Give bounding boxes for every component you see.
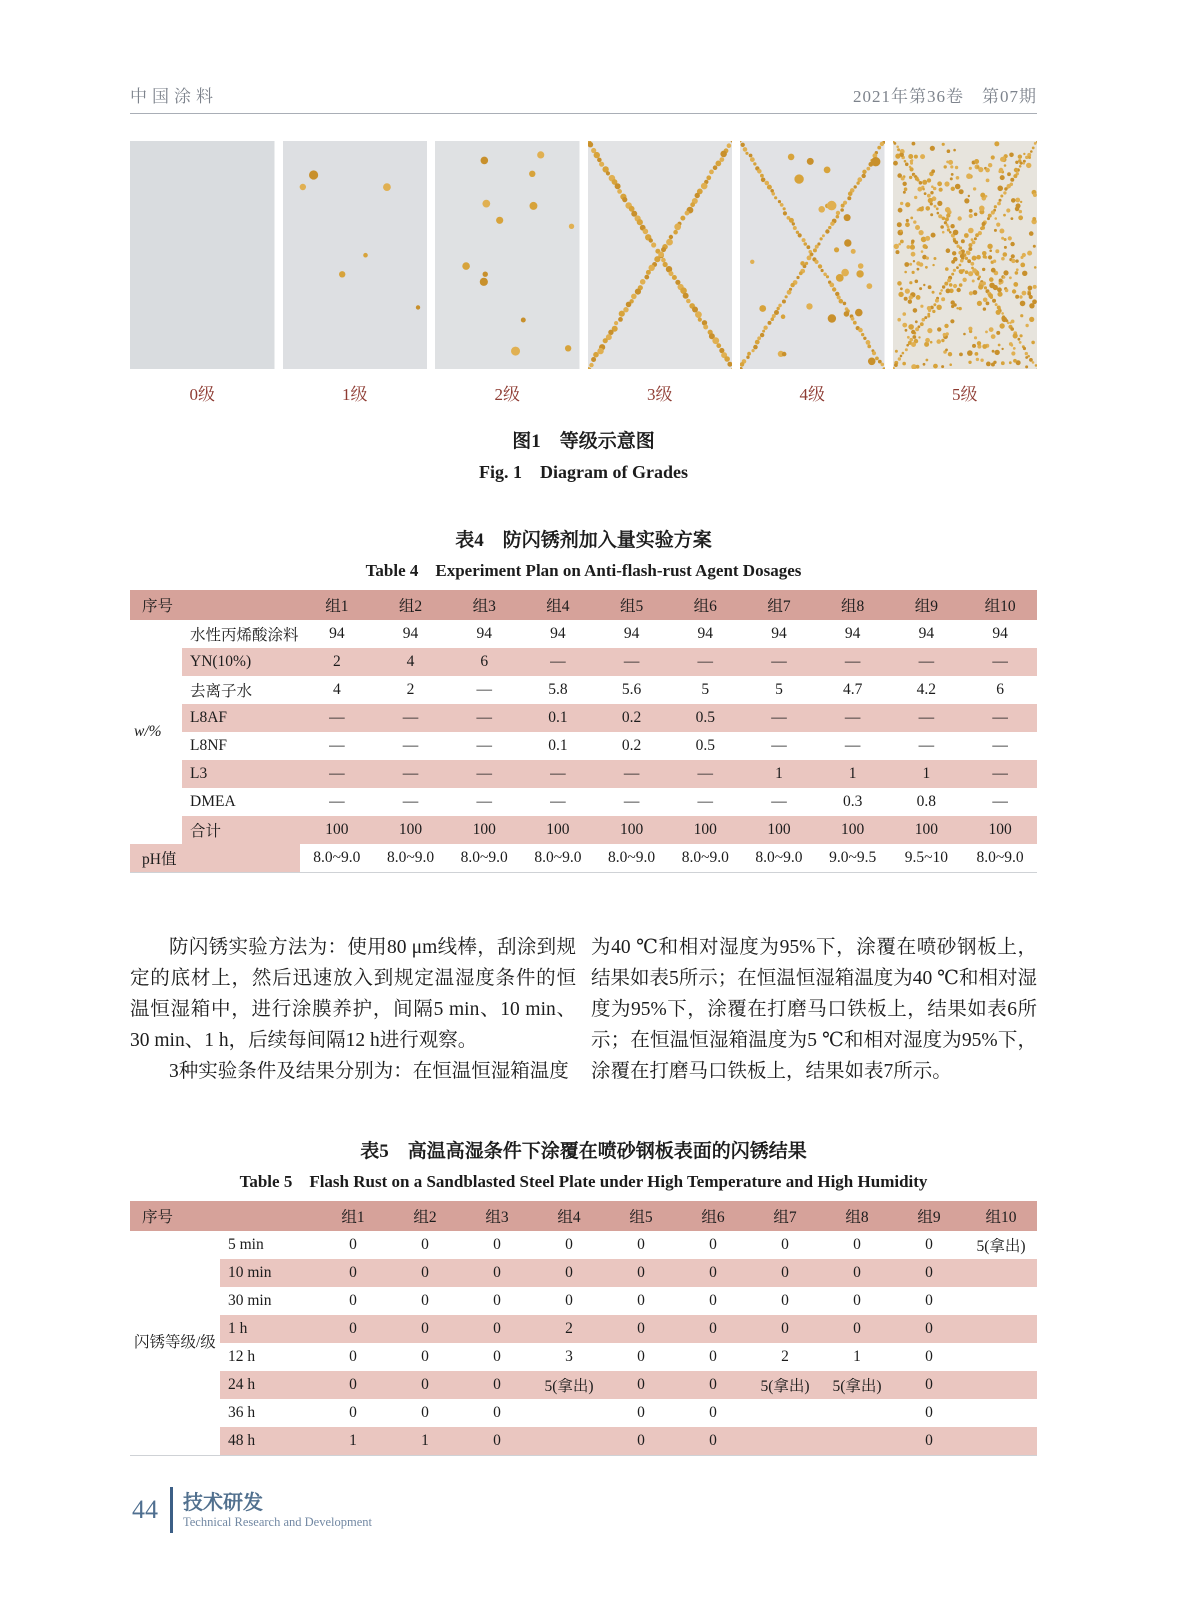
- table-cell: 0: [709, 1236, 717, 1253]
- table-cell: 8.0~9.0: [534, 849, 582, 866]
- table-cell: 0: [853, 1292, 861, 1309]
- table-cell: 8.0~9.0: [681, 849, 729, 866]
- table-cell: 0: [349, 1236, 357, 1253]
- table-cell: 0: [493, 1348, 501, 1365]
- column-header: 组3: [447, 590, 521, 620]
- column-header: 组10: [963, 590, 1037, 620]
- table-row: [130, 648, 1037, 676]
- table-cell: 94: [329, 625, 345, 642]
- table-cell: —: [742, 704, 816, 732]
- table-cell: 2: [406, 681, 415, 698]
- table-cell: —: [890, 648, 964, 676]
- paragraph: 为40 ℃和相对湿度为95%下，涂覆在喷砂钢板上，结果如表5所示；在恒温恒湿箱温度为40 ℃和相对湿度为95%下，涂覆在打磨马口铁板上，结果如表6所示；在恒温恒湿箱温度为5 ℃和相对湿度为95%下，涂覆在打磨马口铁板上，结果如表7所示。: [591, 937, 1037, 1082]
- column-header: 组6: [668, 590, 742, 620]
- table-cell: 1: [317, 1427, 389, 1456]
- table-cell: —: [890, 704, 964, 732]
- page-footer: [132, 1487, 372, 1533]
- body-column-left: [130, 932, 576, 1087]
- column-header: 组5: [595, 590, 669, 620]
- table-cell: —: [742, 648, 816, 676]
- table-cell: [749, 1399, 821, 1427]
- table-row: [130, 1427, 1037, 1456]
- table-cell: 0: [389, 1315, 461, 1343]
- body-column-right: [591, 932, 1037, 1087]
- column-header: 组7: [742, 590, 816, 620]
- table-cell: 0: [605, 1259, 677, 1287]
- grade-panel-image: [893, 141, 1038, 369]
- table-cell: 5.8: [548, 681, 568, 698]
- table-header-row: [130, 1201, 1037, 1231]
- table-cell: [749, 1427, 821, 1456]
- table-cell: 100: [668, 816, 742, 844]
- column-header: 组4: [521, 590, 595, 620]
- table-cell: 0.2: [621, 737, 642, 754]
- table-row: [130, 1315, 1037, 1343]
- issue-info: 2021年第36卷 第07期: [853, 87, 1037, 106]
- table-cell: —: [476, 681, 492, 698]
- table-cell: 100: [742, 816, 816, 844]
- table-cell: 1: [890, 760, 964, 788]
- table-cell: 0: [677, 1371, 749, 1399]
- table4: [130, 590, 1037, 873]
- table-cell: 5(拿出): [821, 1371, 893, 1399]
- table-cell: [965, 1343, 1037, 1371]
- footer-section-en: Technical Research and Development: [183, 1514, 372, 1529]
- table-cell: [965, 1287, 1037, 1315]
- header-rule: [130, 113, 1037, 114]
- table-row: [130, 1399, 1037, 1427]
- column-header: 组4: [533, 1201, 605, 1231]
- table-row: [130, 704, 1037, 732]
- table-cell: 1: [389, 1427, 461, 1456]
- table-cell: —: [697, 793, 714, 810]
- table-cell: 0: [893, 1315, 965, 1343]
- table-cell: 5(拿出): [749, 1371, 821, 1399]
- column-header: 组1: [317, 1201, 389, 1231]
- table-row: [130, 760, 1037, 788]
- table-cell: 0: [749, 1315, 821, 1343]
- table-cell: 94: [402, 625, 419, 642]
- row-label: 24 h: [220, 1371, 317, 1399]
- table-cell: 0: [533, 1259, 605, 1287]
- column-header: 组2: [389, 1201, 461, 1231]
- table-cell: —: [595, 648, 669, 676]
- table-cell: 0: [493, 1236, 501, 1253]
- table-cell: 100: [521, 816, 595, 844]
- column-header: 组1: [300, 590, 374, 620]
- table-cell: 0.8: [916, 793, 937, 810]
- table-cell: —: [816, 648, 890, 676]
- table-cell: —: [963, 704, 1037, 732]
- table-cell: —: [447, 760, 521, 788]
- table-cell: 1: [742, 760, 816, 788]
- table-cell: 1: [853, 1348, 861, 1365]
- table-cell: 0: [781, 1236, 789, 1253]
- table-cell: 0: [709, 1292, 717, 1309]
- table-cell: [965, 1399, 1037, 1427]
- table-cell: 4.2: [916, 681, 937, 698]
- table-cell: —: [300, 704, 374, 732]
- table-cell: [533, 1399, 605, 1427]
- table-cell: 0: [421, 1236, 429, 1253]
- table-cell: —: [595, 760, 669, 788]
- table-cell: 0: [349, 1348, 357, 1365]
- table-cell: [965, 1315, 1037, 1343]
- grade-panel-image: [283, 141, 428, 369]
- table-cell: 0: [493, 1404, 501, 1421]
- table-row: [130, 732, 1037, 760]
- table-cell: —: [550, 793, 566, 810]
- table-cell: —: [623, 793, 640, 810]
- table-cell: 0: [677, 1259, 749, 1287]
- figure-caption-en: Fig. 1 Diagram of Grades: [479, 462, 688, 482]
- table-cell: [821, 1427, 893, 1456]
- grade-label: 0级: [189, 385, 215, 404]
- paragraph: 3种实验条件及结果分别为：在恒温恒湿箱温度: [169, 1061, 569, 1082]
- table-cell: 0: [389, 1371, 461, 1399]
- grade-panel: [893, 141, 1038, 405]
- table-cell: 0: [821, 1315, 893, 1343]
- grade-panel-image: [435, 141, 580, 369]
- grade-panel: [283, 141, 428, 405]
- row-label: 48 h: [220, 1427, 317, 1456]
- footer-divider: [170, 1487, 173, 1533]
- table-cell: 0.3: [842, 793, 863, 810]
- table-cell: 8.0~9.0: [976, 849, 1024, 866]
- grade-panel: [588, 141, 733, 405]
- table-cell: 9.5~10: [904, 849, 948, 866]
- table-cell: [965, 1371, 1037, 1399]
- row-label: 合计: [182, 816, 300, 844]
- table-cell: —: [447, 704, 521, 732]
- figure-caption-zh: 图1 等级示意图: [512, 431, 655, 452]
- table-cell: 0: [349, 1404, 357, 1421]
- table-cell: 6: [447, 648, 521, 676]
- table-cell: —: [918, 737, 935, 754]
- table-cell: —: [402, 793, 419, 810]
- table-cell: 0: [317, 1259, 389, 1287]
- row-label: 水性丙烯酸涂料: [190, 627, 299, 644]
- table-cell: 94: [550, 625, 566, 642]
- table-cell: —: [329, 737, 345, 754]
- body-text: [130, 932, 1037, 1087]
- column-header: 组9: [890, 590, 964, 620]
- table-cell: 0: [677, 1315, 749, 1343]
- table-cell: 0: [565, 1236, 573, 1253]
- table-cell: 0: [677, 1427, 749, 1456]
- table-cell: 100: [374, 816, 448, 844]
- table-cell: 5: [775, 681, 783, 698]
- table-cell: 8.0~9.0: [755, 849, 803, 866]
- table-cell: 100: [890, 816, 964, 844]
- table-cell: 94: [476, 625, 492, 642]
- table-cell: 6: [996, 681, 1004, 698]
- grade-panel-image: [588, 141, 733, 369]
- grade-panel-image: [740, 141, 885, 369]
- column-header: 组2: [374, 590, 448, 620]
- table-cell: 0: [493, 1292, 501, 1309]
- table-cell: 1: [816, 760, 890, 788]
- table-cell: —: [771, 793, 787, 810]
- table-cell: 0: [925, 1348, 933, 1365]
- table-cell: 100: [300, 816, 374, 844]
- corner-header: 序号: [130, 1201, 317, 1231]
- table-cell: 0: [637, 1348, 645, 1365]
- grade-panel: [130, 141, 275, 405]
- table-cell: 0: [893, 1427, 965, 1456]
- table-cell: —: [402, 737, 419, 754]
- table-cell: 94: [623, 625, 640, 642]
- table-cell: 0.2: [595, 704, 669, 732]
- table-cell: 2: [781, 1348, 789, 1365]
- table-row: [130, 844, 1037, 873]
- grade-panel: [435, 141, 580, 405]
- table-cell: 0: [749, 1259, 821, 1287]
- table-cell: 8.0~9.0: [460, 849, 508, 866]
- row-label: 去离子水: [190, 683, 253, 700]
- grade-panel-image: [130, 141, 275, 369]
- column-header: 组6: [677, 1201, 749, 1231]
- column-header: 组10: [965, 1201, 1037, 1231]
- table-cell: 0: [349, 1292, 357, 1309]
- table-cell: —: [476, 737, 492, 754]
- table-cell: 8.0~9.0: [313, 849, 361, 866]
- table-cell: 0: [605, 1427, 677, 1456]
- row-group-label: w/%: [130, 620, 182, 844]
- grade-panel: [740, 141, 885, 405]
- table-cell: —: [521, 648, 595, 676]
- table-cell: 3: [565, 1348, 573, 1365]
- row-label: 30 min: [228, 1292, 272, 1309]
- table-cell: 100: [816, 816, 890, 844]
- table-cell: 0: [853, 1236, 861, 1253]
- table-cell: 94: [844, 625, 861, 642]
- table5-title-zh: 表5 高温高湿条件下涂覆在喷砂钢板表面的闪锈结果: [360, 1141, 807, 1162]
- figure-panels: [130, 141, 1037, 405]
- table-cell: 4: [374, 648, 448, 676]
- grade-label: 2级: [494, 385, 520, 404]
- table-cell: 0: [461, 1427, 533, 1456]
- table-cell: [965, 1259, 1037, 1287]
- row-label: pH值: [130, 844, 300, 873]
- grade-label: 4级: [799, 385, 825, 404]
- table-cell: 0: [925, 1292, 933, 1309]
- grade-label: 1级: [342, 385, 368, 404]
- table-row: [130, 1259, 1037, 1287]
- table-cell: 0: [637, 1404, 645, 1421]
- table-cell: —: [963, 648, 1037, 676]
- table-cell: 0: [925, 1236, 933, 1253]
- table-cell: 0.1: [521, 704, 595, 732]
- row-label: 10 min: [220, 1259, 317, 1287]
- table-cell: —: [844, 737, 861, 754]
- table-cell: —: [476, 793, 492, 810]
- table-row: [130, 1231, 1037, 1259]
- table-cell: 0: [925, 1404, 933, 1421]
- table-cell: —: [963, 760, 1037, 788]
- table-cell: 0: [821, 1259, 893, 1287]
- table-cell: 0: [637, 1292, 645, 1309]
- table-cell: 94: [992, 625, 1008, 642]
- table5-title-en: Table 5 Flash Rust on a Sandblasted Steel Plate under High Temperature and High Humidity: [239, 1172, 928, 1191]
- table-cell: 8.0~9.0: [608, 849, 656, 866]
- table5: [130, 1201, 1037, 1456]
- table-cell: —: [300, 760, 374, 788]
- table-cell: —: [374, 760, 448, 788]
- table-row: [130, 816, 1037, 844]
- grade-label: 5级: [952, 385, 978, 404]
- table-cell: 0: [461, 1371, 533, 1399]
- journal-name: 中国涂料: [130, 87, 218, 106]
- table-cell: 0: [421, 1292, 429, 1309]
- table-cell: 9.0~9.5: [829, 849, 877, 866]
- table-cell: —: [816, 704, 890, 732]
- table-cell: 0: [317, 1315, 389, 1343]
- table-cell: [965, 1427, 1037, 1456]
- table-cell: 94: [771, 625, 787, 642]
- table-cell: 8.0~9.0: [386, 849, 435, 866]
- table-cell: 0: [893, 1371, 965, 1399]
- table-cell: 0: [781, 1292, 789, 1309]
- table-cell: 0: [421, 1348, 429, 1365]
- table-cell: 94: [918, 625, 935, 642]
- column-header: 组9: [893, 1201, 965, 1231]
- table-cell: 5(拿出): [533, 1371, 605, 1399]
- row-group-label: 闪锈等级/级: [130, 1231, 220, 1456]
- grade-label: 3级: [647, 385, 673, 404]
- row-label: L3: [182, 760, 300, 788]
- table-cell: [821, 1399, 893, 1427]
- column-header: 组8: [821, 1201, 893, 1231]
- column-header: 组8: [816, 590, 890, 620]
- table-cell: 0: [461, 1315, 533, 1343]
- table-cell: —: [992, 793, 1008, 810]
- table-cell: 0: [605, 1371, 677, 1399]
- footer-section: [183, 1491, 372, 1530]
- paragraph: 防闪锈实验方法为：使用80 μm线棒，刮涂到规定的底材上，然后迅速放入到规定温湿度条件的恒温恒湿箱中，进行涂膜养护，间隔5 min、10 min、30 min、1 h，后续每间隔12 h进行观察。: [130, 937, 576, 1051]
- table-cell: [533, 1427, 605, 1456]
- table-cell: 100: [447, 816, 521, 844]
- table-cell: 0.5: [695, 737, 715, 754]
- column-header: 组7: [749, 1201, 821, 1231]
- row-label: 5 min: [228, 1236, 264, 1253]
- row-label: DMEA: [190, 793, 236, 810]
- table-row: [130, 1343, 1037, 1371]
- row-label: L8AF: [182, 704, 300, 732]
- row-label: 36 h: [228, 1404, 256, 1421]
- column-header: 组5: [605, 1201, 677, 1231]
- column-header: 组3: [461, 1201, 533, 1231]
- table-cell: 5.6: [621, 681, 642, 698]
- table-cell: 0: [421, 1404, 429, 1421]
- footer-section-zh: 技术研发: [183, 1491, 263, 1514]
- table-cell: 0.1: [548, 737, 568, 754]
- table-cell: 4: [332, 681, 341, 698]
- table-cell: 0: [389, 1259, 461, 1287]
- table-row: [130, 676, 1037, 704]
- table-cell: 5: [701, 681, 710, 698]
- table-cell: 0: [637, 1236, 645, 1253]
- table-cell: 0: [709, 1404, 717, 1421]
- table-cell: —: [771, 737, 787, 754]
- table-cell: 5(拿出): [976, 1238, 1026, 1255]
- table-cell: 0.5: [668, 704, 742, 732]
- table-cell: —: [992, 737, 1008, 754]
- table-cell: 2: [533, 1315, 605, 1343]
- table-cell: 0: [709, 1348, 717, 1365]
- row-label: 1 h: [220, 1315, 317, 1343]
- table-cell: 0: [605, 1315, 677, 1343]
- table-cell: 94: [697, 625, 714, 642]
- table-cell: 0: [893, 1259, 965, 1287]
- table-header-row: [130, 590, 1037, 620]
- table-row: [130, 788, 1037, 816]
- table-cell: —: [668, 760, 742, 788]
- table-cell: 4.7: [842, 681, 863, 698]
- table4-title-zh: 表4 防闪锈剂加入量实验方案: [455, 530, 712, 551]
- row-label: YN(10%): [182, 648, 300, 676]
- table-row: [130, 1287, 1037, 1315]
- table-cell: 100: [963, 816, 1037, 844]
- table-cell: —: [374, 704, 448, 732]
- table-cell: —: [668, 648, 742, 676]
- table-row: [130, 620, 1037, 648]
- table-cell: —: [521, 760, 595, 788]
- table-row: [130, 1371, 1037, 1399]
- corner-header: 序号: [130, 590, 300, 620]
- page-content: [130, 0, 1037, 1456]
- table4-title-en: Table 4 Experiment Plan on Anti-flash-rust Agent Dosages: [365, 561, 802, 580]
- table-cell: 2: [300, 648, 374, 676]
- row-label: 12 h: [228, 1348, 256, 1365]
- table-cell: 0: [565, 1292, 573, 1309]
- page-header: [130, 0, 1037, 107]
- page-number: 44: [132, 1495, 158, 1524]
- table-cell: 0: [317, 1371, 389, 1399]
- table-cell: 100: [595, 816, 669, 844]
- table-cell: —: [329, 793, 345, 810]
- table-cell: 0: [461, 1259, 533, 1287]
- row-label: L8NF: [190, 737, 228, 754]
